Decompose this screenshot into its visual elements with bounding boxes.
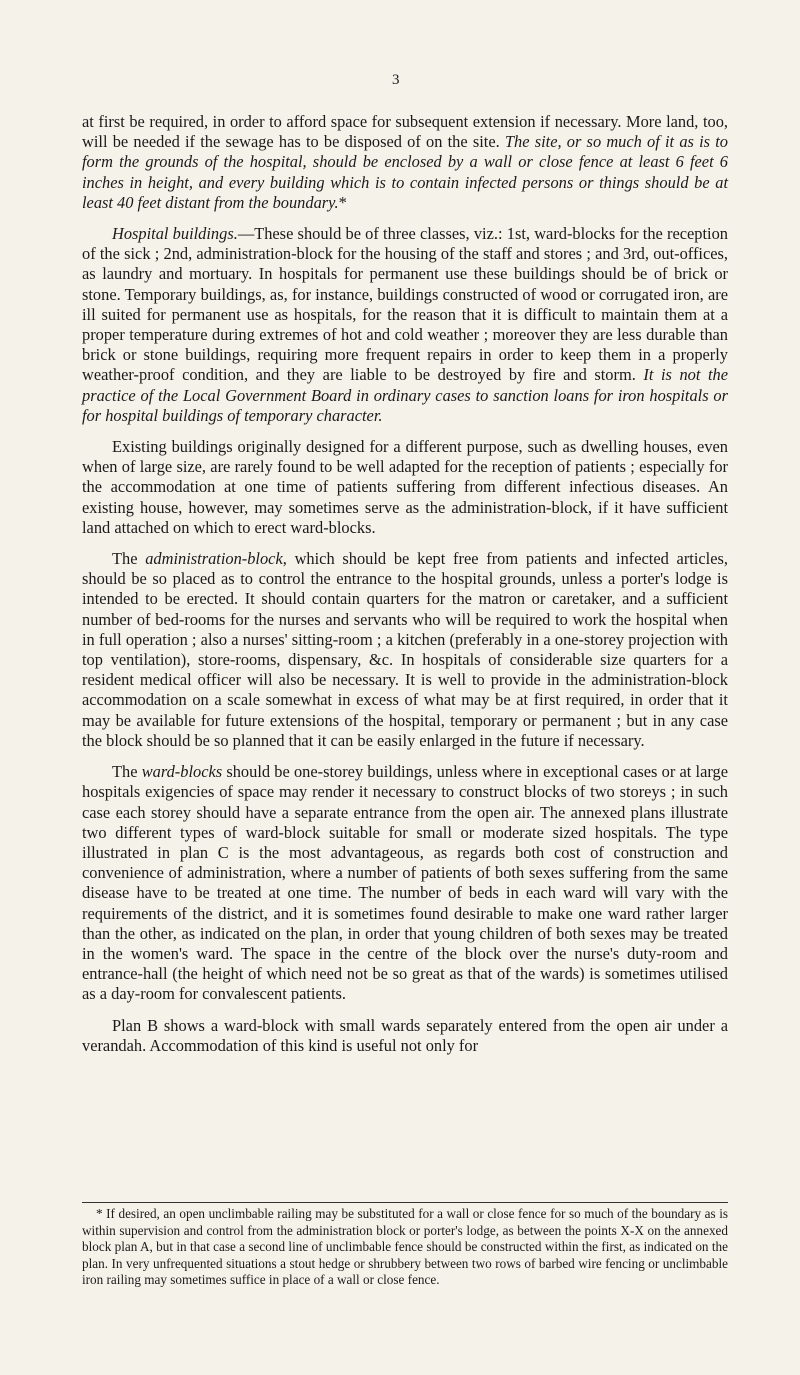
section-heading-hospital-buildings: Hospital buildings. — [112, 224, 238, 244]
text-run-italic: The site, or so much of it as is to form the grounds of the hospital, should be enclosed by a wall or close fence at least 6 feet 6 inches in height, and every building which is to contain infected persons or things should be at least 40 feet distant from the boundary. — [82, 132, 728, 212]
page-number: 3 — [392, 72, 400, 88]
paragraph-hospital-buildings — [82, 224, 728, 426]
text-run-italic: It is not the practice of the Local Government Board in ordinary cases to sanction loans for iron hospitals or for hospital buildings of temporary character. — [82, 365, 728, 425]
text-run: , which should be kept free from patients and infected articles, should be so placed as to control the entrance to the hospital grounds, unless a porter's lodge is intended to be erected. It should contain quarters for the matron or caretaker, and a sufficient number of bed-rooms for the nurses and servants who will be required to work the hospital when in full operation ; also a nurses' sitting-room ; a kitchen (preferably in a one-storey projection with top ventilation), store-rooms, dispensary, &c. In hospitals of considerable size quarters for a resident medical officer will also be necessary. It is well to provide in the administration-block accommodation on a scale somewhat in excess of what may be at first required, in order that it may be available for future extensions of the hospital, temporary or permanent ; but in any case the block should be so planned that it can be easily enlarged in the future if necessary. — [82, 549, 728, 750]
text-run: —These should be of three classes, viz.: 1st, ward-blocks for the reception of the sick ; 2nd, administration-block for the housing of the staff and stores ; and 3rd, out-offices, as laundry and mortuary. In hospitals for permanent use these buildings should be of brick or stone. Temporary buildings, as, for instance, buildings constructed of wood or corrugated iron, are ill suited for permanent use as hospitals, for the reason that it is difficult to maintain them at a proper temperature during extremes of hot and cold weather ; moreover they are less durable than brick or stone buildings, requiring more frequent repairs in order to keep them in a properly weather-proof condition, and they are liable to be destroyed by fire and storm. — [82, 224, 728, 385]
text-run: Existing buildings originally designed for a different purpose, such as dwelling houses, even when of large size, are rarely found to be well adapted for the reception of patients ; especially for the accommodation at one time of patients suffering from different infectious diseases. An existing house, however, may sometimes serve as the administration-block, if it have sufficient land attached on which to erect ward-blocks. — [82, 437, 728, 537]
text-run: Plan B shows a ward-block with small wards separately entered from the open air under a verandah. Accommodation of this kind is useful not only for — [82, 1015, 728, 1055]
footnote-marker: * — [338, 192, 347, 212]
text-run: should be one-storey buildings, unless where in exceptional cases or at large hospitals exigencies of space may render it necessary to construct blocks of two storeys ; in such case each storey should have a separate entrance from the open air. The annexed plans illustrate two different types of ward-block suitable for small or moderate sized hospitals. The type illustrated in plan C is the most advantageous, as regards both cost of construction and convenience of administration, where a number of patients of both sexes suffering from the same disease have to be treated at one time. The number of beds in each ward will vary with the requirements of the district, and it is sometimes found desirable to make one ward rather larger than the other, as indicated on the plan, in order that young children of both sexes may be treated in the women's ward. The space in the centre of the block over the nurse's duty-room and entrance-hall (the height of which need not be so great as that of the wards) is sometimes utilised as a day-room for convalescent patients. — [82, 762, 728, 1004]
text-run: The — [112, 762, 142, 782]
body-text — [82, 112, 728, 1067]
footnote-divider — [82, 1202, 728, 1203]
term-ward-blocks: ward-blocks — [141, 762, 223, 782]
paragraph-site — [82, 112, 728, 213]
footnote: * If desired, an open unclimbable railing may be substituted for a wall or close fence for so much of the boundary as is within supervision and control from the administration block or porter's lodge, as between the points X-X on the annexed block plan A, but in that case a second line of unclimbable fence should be constructed within the first, as indicated on the plan. In very unfrequented situations a stout hedge or shrubbery between two rows of barbed wire fencing or unclimbable iron railing may sometimes suffice in place of a wall or close fence. — [82, 1206, 728, 1287]
term-administration-block: administration-block — [145, 549, 283, 569]
text-run: at first be required, in order to afford space for subsequent extension if necessary. More land, too, will be needed if the sewage has to be disposed of on the site. — [82, 112, 728, 152]
paragraph-existing-buildings — [82, 437, 728, 538]
paragraph-administration-block — [82, 549, 728, 751]
text-run: The — [112, 549, 146, 569]
paragraph-plan-b — [82, 1016, 728, 1056]
paragraph-ward-blocks — [82, 762, 728, 1004]
